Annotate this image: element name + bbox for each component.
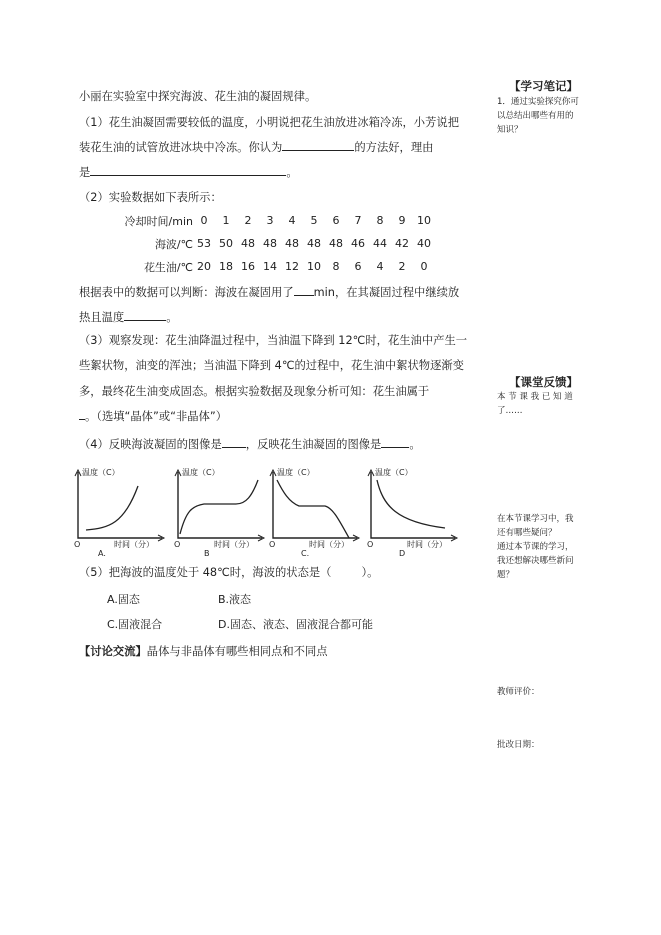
q1-blank-reason[interactable] [90, 165, 286, 176]
table-row-label: 冷却时间/min [124, 214, 193, 228]
graph-d-svg [367, 466, 463, 558]
graph-b-svg [174, 466, 270, 558]
teacher-evaluation: 教师评价： [497, 687, 540, 697]
graph-c-svg [269, 466, 365, 558]
table-cell: 10 [417, 214, 431, 227]
graph-a-ylabel: 温度（C） [82, 468, 120, 477]
table-cell: 6 [354, 260, 362, 273]
table-cell: 20 [197, 260, 211, 273]
table-cell: 48 [263, 237, 277, 250]
intro-text: 小丽在实验室中探究海波、花生油的凝固规律。 [79, 90, 317, 103]
table-cell: 42 [395, 237, 409, 250]
q2-judge-line1 [79, 285, 474, 300]
q3-line2: 些絮状物，油变的浑浊；当油温下降到 4℃的过程中，花生油中絮状物逐渐变 [79, 359, 464, 372]
table-cell: 0 [420, 260, 428, 273]
table-cell: 12 [285, 260, 299, 273]
q1-line1: （1）花生油凝固需要较低的温度，小明说把花生油放进冰箱冷冻，小芳说把 [79, 116, 459, 129]
notes-item-1b: 以总结出哪些有用的 [497, 111, 574, 121]
table-cell: 9 [398, 214, 406, 227]
graph-a-letter: A. [98, 549, 106, 558]
table-cell: 1 [222, 214, 230, 227]
q4-text-b: ，反映花生油凝固的图像是 [245, 438, 382, 451]
feedback-known [497, 390, 573, 418]
q5-option-b[interactable]: B.液态 [218, 593, 252, 606]
q2-heading: （2）实验数据如下表所示： [79, 191, 222, 204]
q1-line2 [79, 140, 474, 155]
q3-line4 [79, 409, 474, 424]
table-cell: 14 [263, 260, 277, 273]
table-cell: 3 [266, 214, 274, 227]
feedback-new-b: 我还想解决哪些新问 [497, 556, 574, 566]
feedback-title: 【课堂反馈】 [509, 375, 578, 389]
q5-option-a[interactable]: A.固态 [107, 593, 140, 606]
feedback-questions-b: 还有哪些疑问？ [497, 528, 557, 538]
discussion [79, 645, 474, 659]
table-cell: 44 [373, 237, 387, 250]
graph-c-origin: O [269, 540, 276, 549]
table-cell: 8 [376, 214, 384, 227]
graph-d-xlabel: 时间（分） [407, 540, 447, 549]
notes-title: 【学习笔记】 [509, 79, 578, 93]
graph-c-xlabel: 时间（分） [309, 540, 349, 549]
q4-blank-oil[interactable] [381, 437, 409, 448]
q5-text-a: （5）把海波的温度处于 48℃时，海波的状态是（ [79, 566, 332, 579]
q2-blank-duration[interactable] [294, 285, 314, 296]
table-cell: 46 [351, 237, 365, 250]
graph-d [367, 466, 463, 558]
q2-judge-text-c: 热且温度 [79, 311, 125, 324]
q4-text-a: （4）反映海波凝固的图像是 [79, 438, 222, 451]
table-cell: 48 [241, 237, 255, 250]
table-cell: 48 [329, 237, 343, 250]
feedback-questions [497, 512, 574, 582]
table-cell: 5 [310, 214, 318, 227]
table-cell: 4 [376, 260, 384, 273]
feedback-known-b: 了…… [497, 406, 523, 416]
graph-d-letter: D [399, 549, 406, 558]
q2-judge-line2 [79, 310, 474, 325]
notes-item-1c: 知识？ [497, 125, 523, 135]
q1-line2-tail: 的方法好，理由 [354, 141, 434, 154]
table-cell: 10 [307, 260, 321, 273]
q4-question [79, 437, 474, 452]
table-cell: 16 [241, 260, 255, 273]
data-table [90, 209, 435, 278]
q3-line4-text: 。（选填“晶体”或“非晶体”） [85, 410, 228, 423]
table-cell: 4 [288, 214, 296, 227]
feedback-new-a: 通过本节课的学习， [497, 542, 574, 552]
graph-a-origin: O [74, 540, 81, 549]
q1-line3 [79, 165, 474, 180]
graph-b-origin: O [174, 540, 181, 549]
graph-c [269, 466, 365, 558]
q2-judge-text-b: min，在其凝固过程中继续放 [313, 286, 460, 299]
table-cell: 50 [219, 237, 233, 250]
table-row-label: 花生油/℃ [143, 260, 193, 274]
q5-option-c[interactable]: C.固液混合 [107, 618, 163, 631]
table-cell: 2 [398, 260, 406, 273]
table-cell: 6 [332, 214, 340, 227]
table-cell: 8 [332, 260, 340, 273]
notes-item-1a: 1．通过实验探究你可 [497, 97, 579, 107]
q4-blank-haibo[interactable] [222, 437, 246, 448]
table-cell: 48 [285, 237, 299, 250]
table-cell: 40 [417, 237, 431, 250]
q5-question [79, 566, 474, 580]
graph-b-letter: B [204, 549, 210, 558]
q1-line3-text: 是 [79, 166, 91, 179]
table-row [90, 255, 435, 278]
q3-line1: （3）观察发现：花生油降温过程中，当油温下降到 12℃时，花生油中产生一 [79, 334, 468, 347]
graph-c-ylabel: 温度（C） [277, 468, 315, 477]
q5-option-d[interactable]: D.固态、液态、固液混合都可能 [218, 618, 373, 631]
feedback-new-c: 题？ [497, 570, 515, 580]
table-cell: 2 [244, 214, 252, 227]
graph-a-svg [74, 466, 170, 558]
table-cell: 18 [219, 260, 233, 273]
notes-item-1 [497, 95, 579, 137]
q2-blank-temperature[interactable] [124, 310, 166, 321]
q2-judge-text-d: 。 [166, 311, 178, 324]
discussion-text: 晶体与非晶体有哪些相同点和不同点 [146, 645, 328, 658]
feedback-questions-a: 在本节课学习中，我 [497, 514, 574, 524]
table-row-label: 海波/℃ [154, 237, 193, 251]
table-cell: 53 [197, 237, 211, 250]
table-row [90, 232, 435, 255]
q3-line3: 多，最终花生油变成固态。根据实验数据及现象分析可知：花生油属于 [79, 385, 430, 398]
discussion-head: 【讨论交流】 [79, 645, 147, 658]
graph-d-ylabel: 温度（C） [375, 468, 413, 477]
q2-judge-text: 根据表中的数据可以判断：海波在凝固用了 [79, 286, 294, 299]
graph-b-xlabel: 时间（分） [214, 540, 254, 549]
q1-line2-text: 装花生油的试管放进冰块中冷冻。你认为 [79, 141, 283, 154]
graph-a [74, 466, 170, 558]
graph-b [174, 466, 270, 558]
graph-d-origin: O [367, 540, 374, 549]
graph-b-ylabel: 温度（C） [182, 468, 220, 477]
q1-blank-method[interactable] [282, 140, 354, 151]
q5-text-b: ）。 [361, 566, 379, 579]
table-row [90, 209, 435, 232]
feedback-known-a: 本 节 课 我 已 知 道 [497, 392, 573, 402]
table-cell: 7 [354, 214, 362, 227]
graph-a-xlabel: 时间（分） [114, 540, 154, 549]
q4-text-c: 。 [409, 438, 421, 451]
table-cell: 0 [200, 214, 208, 227]
q1-line3-tail: 。 [286, 166, 298, 179]
table-cell: 48 [307, 237, 321, 250]
review-date: 批改日期： [497, 740, 540, 750]
graph-c-letter: C. [301, 549, 310, 558]
